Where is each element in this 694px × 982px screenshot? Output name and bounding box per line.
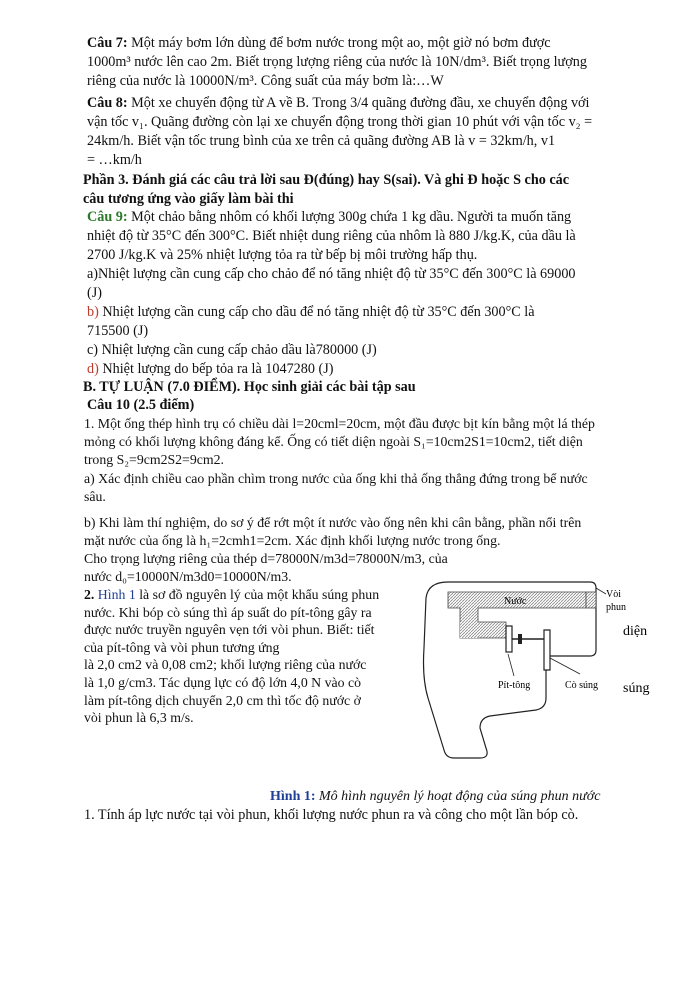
question-9-option-c: c) Nhiệt lượng cần cung cấp chảo dầu là780000 (J): [87, 342, 377, 358]
question-10-part-a: a) Xác định chiều cao phần chìm trong nước của ống khi thả ống thẳng đứng trong bể nước sâu.: [84, 471, 588, 504]
label-trigger: Cò súng: [565, 680, 599, 691]
question-9-option-b: b) Nhiệt lượng cần cung cấp cho dầu để nó tăng nhiệt độ từ 35°C đến 300°C là 715500 (J): [87, 304, 535, 339]
question-9-option-a: a)Nhiệt lượng cần cung cấp cho chảo để nó tăng nhiệt độ từ 35°C đến 300°C là 69000 (J): [87, 266, 576, 301]
label-side-1: diện: [623, 624, 648, 639]
question-10-part-b: b) Khi làm thí nghiệm, do sơ ý để rớt một ít nước vào ống nên khi cân bằng, phần nổi trên mặt nước của ống là h₁=2cmh1=2cm. Xác định khối lượng nước trong ống. Cho trọng lượng riêng của thép d=78000N/m3d=78000N/m3, của nước d₀=10000N/m3d0=10000N/m3.: [84, 515, 582, 584]
trigger: [544, 630, 550, 670]
question-8-label: Câu 8:: [87, 95, 128, 111]
label-piston: Pít-tông: [498, 680, 531, 691]
part-b-heading: B. TỰ LUẬN (7.0 ĐIỂM). Học sinh giải các bài tập sau: [83, 379, 416, 395]
piston: [506, 626, 512, 652]
nozzle: [586, 592, 596, 608]
question-9-option-d: d) Nhiệt lượng do bếp tỏa ra là 1047280 (J): [87, 361, 334, 377]
label-nozzle-2: phun: [606, 602, 626, 613]
label-water: Nước: [504, 596, 527, 607]
question-7-label: Câu 7:: [87, 35, 128, 51]
question-10-heading: Câu 10 (2.5 điểm): [87, 397, 195, 413]
gun-body-outline: [424, 582, 597, 758]
question-7: Câu 7: Một máy bơm lớn dùng để bơm nước trong một ao, một giờ nó bơm được 1000m³ nước lên cao 2m. Biết trọng lượng riêng của nước là 10N/dm³. Biết trọng lượng riêng của nước là 10000N/m³. Công suất của máy bơm là:…W: [87, 35, 587, 89]
figure-1-link[interactable]: Hình 1: [97, 587, 136, 602]
water-gun-diagram: [420, 578, 690, 778]
label-nozzle-1: Vòi: [606, 589, 621, 600]
part-3-heading: Phần 3. Đánh giá các câu trả lời sau Đ(đúng) hay S(sai). Và ghi Đ hoặc S cho các câu tương ứng vào giấy làm bài thi: [83, 172, 570, 207]
problem-2-question-1: 1. Tính áp lực nước tại vòi phun, khối lượng nước phun ra và công cho một lần bóp cò.: [84, 807, 579, 823]
label-side-2: súng: [623, 681, 650, 696]
problem-2-text: 2. Hình 1 là sơ đồ nguyên lý của một khẩu súng phun nước. Khi bóp cò súng thì áp suất do pít-tông gây ra được nước truyền nguyên vẹn tới vòi phun. Biết: tiết của pít-tông và vòi phun tương ứng là 2,0 cm2 và 0,08 cm2; khối lượng riêng của nước là 1,0 g/cm3. Tác dụng lực có độ lớn 4,0 N vào cò làm pít-tông dịch chuyển 2,0 cm thì tốc độ nước ở vòi phun là 6,3 m/s.: [84, 587, 380, 726]
question-10-part-1: 1. Một ống thép hình trụ có chiều dài l=20cml=20cm, một đầu được bịt kín bằng một lá thép mỏng có khối lượng không đáng kể. Ống có tiết diện ngoài S₁=10cm2S1=10cm2, tiết diện trong S₂=9cm2S2=9cm2.: [84, 416, 595, 467]
piston-block: [518, 634, 522, 644]
question-9-label: Câu 9:: [87, 209, 128, 225]
question-9: Câu 9: Một chảo bằng nhôm có khối lượng 300g chứa 1 kg dầu. Người ta muốn tăng nhiệt độ từ 35°C đến 300°C. Biết nhiệt dung riêng của nhôm là 880 J/kg.K, của dầu là 2700 J/kg.K và 25% nhiệt lượng tỏa ra từ bếp bị môi trường hấp thụ.: [87, 209, 576, 263]
figure-1-caption: Hình 1: Mô hình nguyên lý hoạt động của súng phun nước: [270, 789, 601, 804]
question-8: Câu 8: Một xe chuyển động từ A về B. Trong 3/4 quãng đường đầu, xe chuyển động với vận tốc v₁. Quãng đường còn lại xe chuyển động trong thời gian 10 phút với vận tốc v₂ = 24km/h. Biết vận tốc trung bình của xe trên cả quãng đường AB là v = 32km/h, v1 = …km/h: [87, 95, 593, 168]
